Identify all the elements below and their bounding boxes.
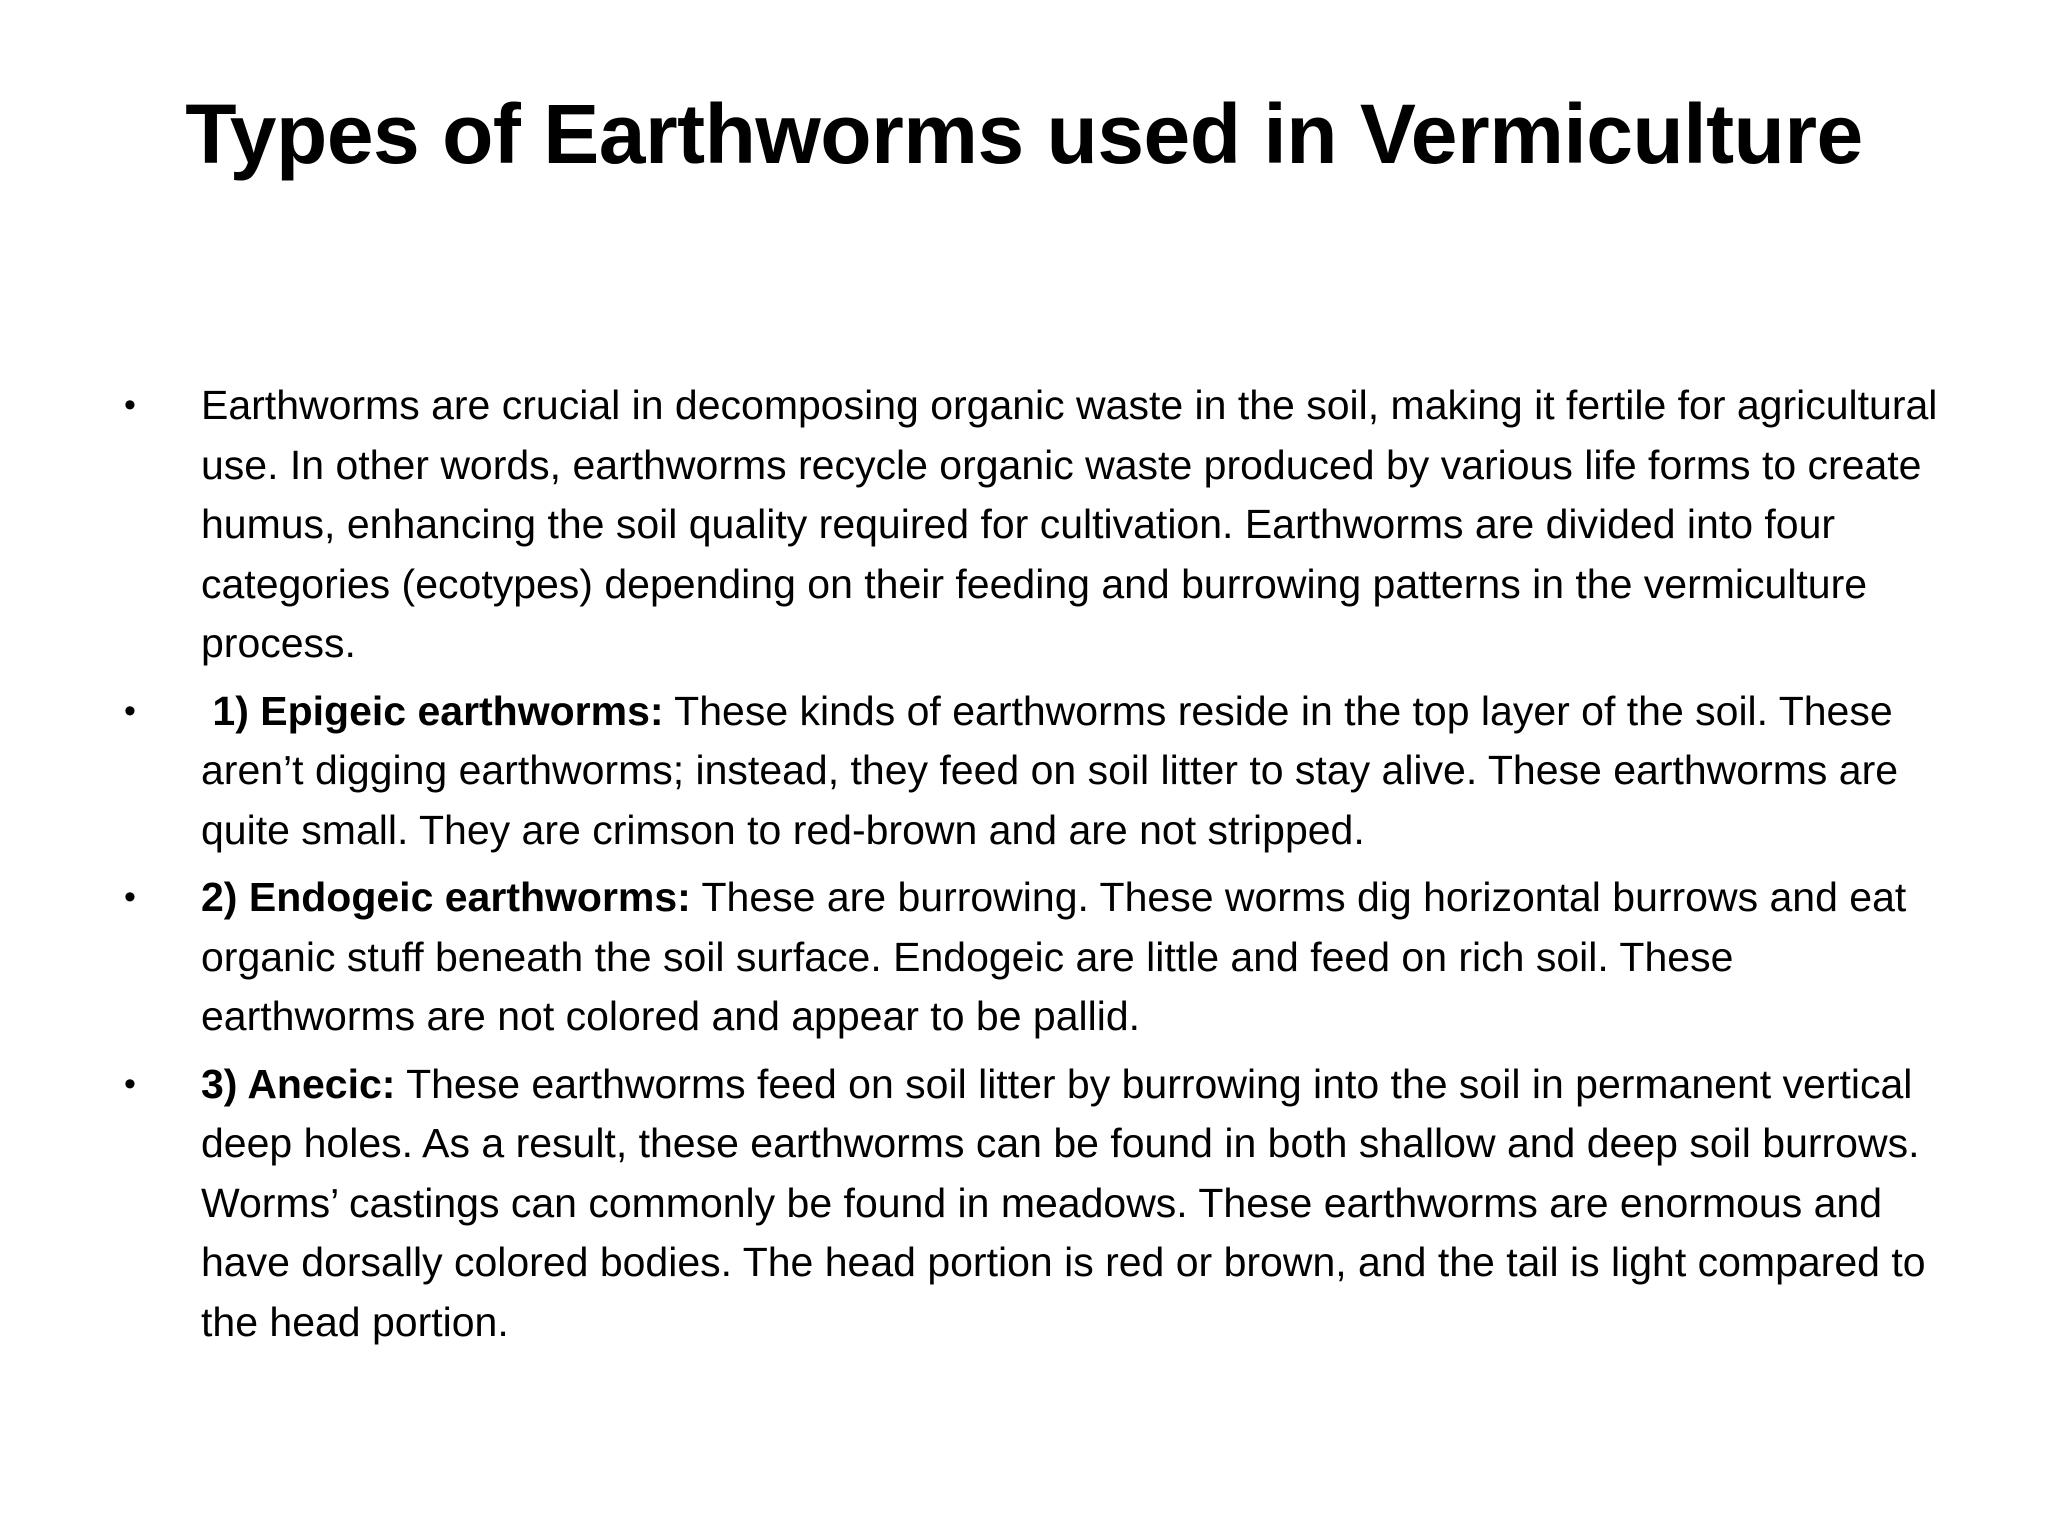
bullet-item-epigeic	[120, 682, 1940, 861]
bullet-text: These earthworms feed on soil litter by burrowing into the soil in permanent vertical deep holes. As a result, these earthworms can be found in both shallow and deep soil burrows. Worms’ castings can commonly be found in meadows. These earthworms are enormous and have dorsally colored bodies. The head portion is red or brown, and the tail is light compared to the head portion.	[201, 1060, 1926, 1345]
bullet-item-endogeic	[120, 868, 1940, 1047]
bullet-text: These are burrowing. These worms dig horizontal burrows and eat organic stuff beneath the soil surface. Endogeic are little and feed on rich soil. These earthworms are not colored and appear to be pallid.	[201, 874, 1907, 1039]
bullet-list	[120, 376, 1940, 1360]
bullet-item-intro	[120, 376, 1940, 674]
bullet-item-anecic	[120, 1055, 1940, 1353]
bullet-dot: •	[124, 691, 136, 730]
bullet-lead: 3) Anecic:	[201, 1060, 396, 1107]
bullet-text: Earthworms are crucial in decomposing organic waste in the soil, making it fertile for agricultural use. In other words, earthworms recycle organic waste produced by various life forms to create humus, enhancing the soil quality required for cultivation. Earthworms are divided into four categories (ecotypes) depending on their feeding and burrowing patterns in the vermiculture process.	[201, 382, 1938, 666]
bullet-dot: •	[124, 1064, 136, 1103]
bullet-text: These kinds of earthworms reside in the top layer of the soil. These aren’t digging earthworms; instead, they feed on soil litter to stay alive. These earthworms are quite small. They are crimson to red-brown and are not stripped.	[201, 687, 1899, 853]
bullet-lead: 1) Epigeic earthworms:	[201, 687, 664, 734]
bullet-lead: 2) Endogeic earthworms:	[201, 874, 691, 920]
bullet-dot: •	[124, 386, 136, 424]
slide-title: Types of Earthworms used in Vermiculture	[185, 87, 1863, 181]
bullet-dot: •	[124, 878, 136, 916]
